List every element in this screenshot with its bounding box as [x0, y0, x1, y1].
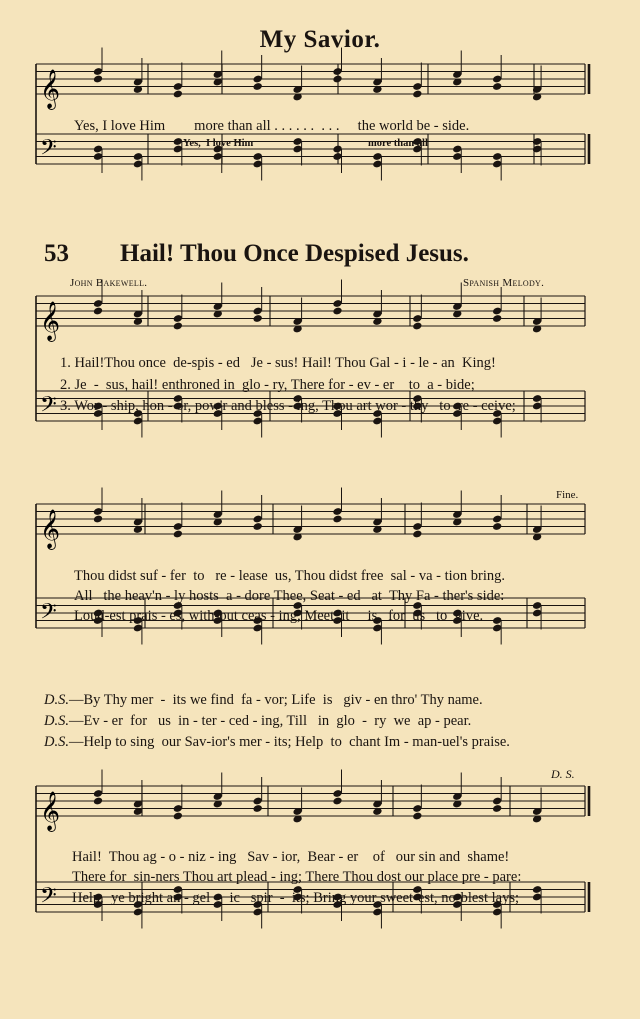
bass-clef-icon: 𝄢	[40, 392, 57, 423]
treble-clef-icon: 𝄞	[40, 301, 61, 341]
notehead	[492, 82, 502, 91]
song-title-my-savior: My Savior.	[259, 26, 381, 53]
notehead	[173, 90, 183, 99]
top-lyric-line: Yes, I love Him more than all . . . . . . . . . the world be - side.	[74, 118, 470, 134]
verse-3-line-1: 3. Wor - ship, hon - or, pow'r and bless - ing, Thou art wor - thy to re - ceive;	[60, 398, 516, 414]
notehead	[492, 522, 502, 531]
verse-1-line-1: 1. Hail!Thou once de-spis - ed Je - sus! Hail! Thou Gal - i - le - an King!	[60, 355, 496, 371]
bass-clef-icon: 𝄢	[40, 599, 57, 630]
notehead	[93, 515, 103, 524]
verse-1-line-2: Thou didst suf - fer to re - lease us, Thou didst free sal - va - tion bring.	[74, 568, 506, 584]
treble-clef-icon: 𝄞	[40, 509, 61, 549]
ds-line-2	[44, 713, 471, 730]
top-bass-lyric-a: Yes, I love Him	[183, 138, 254, 149]
ds-marking: D. S.	[551, 767, 575, 781]
ds-label: D.S.	[44, 692, 69, 708]
hymn-number: 53	[44, 240, 69, 267]
notehead	[492, 804, 502, 813]
notehead	[93, 797, 103, 806]
top-bass-lyric-b: more than all	[368, 138, 428, 149]
notehead	[93, 75, 103, 84]
notehead	[173, 322, 183, 331]
ds-text: —Ev - er for us in - ter - ced - ing, Till in glo - ry we ap - pear.	[68, 713, 472, 729]
notehead	[253, 314, 263, 323]
fine-marking: Fine.	[556, 489, 579, 501]
bass-clef-icon: 𝄢	[40, 883, 57, 914]
bass-clef-icon: 𝄢	[40, 135, 57, 166]
verse-2-line-3: There for sin-ners Thou art plead - ing; There Thou dost our place pre - pare:	[72, 869, 522, 885]
treble-clef-icon: 𝄞	[40, 69, 61, 109]
ds-line-1	[44, 692, 483, 709]
hymn-title: Hail! Thou Once Despised Jesus.	[120, 240, 469, 267]
notehead	[412, 812, 422, 821]
notehead	[332, 515, 342, 524]
ds-text: —Help to sing our Sav-ior's mer - its; Help to chant Im - man-uel's praise.	[68, 734, 510, 750]
notehead	[332, 75, 342, 84]
tune-credit: Spanish Melody.	[463, 277, 545, 289]
verse-1-line-3: Hail! Thou ag - o - niz - ing Sav - ior, Bear - er of our sin and shame!	[72, 849, 510, 865]
notehead	[332, 307, 342, 316]
ds-line-3	[44, 734, 510, 751]
treble-clef-icon: 𝄞	[40, 791, 61, 831]
notehead	[173, 530, 183, 539]
ds-label: D.S.	[44, 734, 69, 750]
ds-text: —By Thy mer - its we find fa - vor; Life is giv - en thro' Thy name.	[68, 692, 483, 708]
notehead	[93, 307, 103, 316]
notehead	[492, 314, 502, 323]
verse-2-line-2: All the heav'n - ly hosts a - dore Thee, Seat - ed at Thy Fa - ther's side:	[74, 588, 505, 604]
notehead	[253, 522, 263, 531]
notehead	[412, 90, 422, 99]
author-credit: John Bakewell.	[70, 277, 148, 289]
notehead	[253, 82, 263, 91]
notehead	[412, 322, 422, 331]
notehead	[332, 797, 342, 806]
ds-label: D.S.	[44, 713, 69, 729]
notehead	[253, 804, 263, 813]
verse-3-line-2: Loud-est prais - es, with-out ceas - ing, Meet it is for us to give.	[74, 608, 484, 624]
notehead	[412, 530, 422, 539]
notehead	[173, 812, 183, 821]
verse-2-line-1: 2. Je - sus, hail! enthroned in glo - ry, There for - ev - er to a - bide;	[60, 377, 475, 393]
verse-3-line-3: Help, ye bright an - gel - ic spir - its; Bring your sweet-est, no-blest lays;	[72, 890, 519, 906]
